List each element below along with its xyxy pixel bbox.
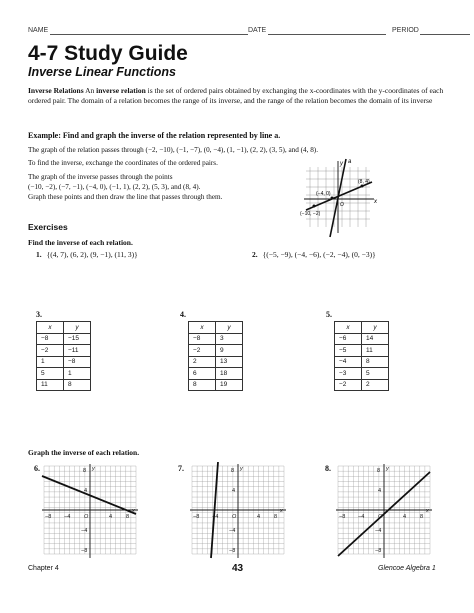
table-row: 2 13 [189,356,243,368]
example-line-3c: Graph these points and then draw the line that passes through them. [28,193,223,201]
table-row: −2 −11 [37,345,91,357]
tick-label-y4: 4 [84,488,88,494]
tick-label-yneg8: −8 [229,548,236,554]
tick-label-y4: 4 [232,488,236,494]
question-1-text: {(4, 7), (6, 2), (9, −1), (11, 3)} [46,250,138,259]
example-graph [300,155,380,240]
table-5-x-header: x [335,322,362,334]
example-line-1: The graph of the relation passes through (−2, −10), (−1, −7), (0, −4), (1, −1), (2, 2), (3, 5), and (4, 8). [28,146,318,154]
intro-paragraph [28,86,452,106]
tick-label-y8: 8 [377,468,381,474]
graph-6 [40,462,140,560]
example-a-label: a [348,159,352,165]
graph-7-number: 7. [178,464,184,473]
table-4 [188,321,243,391]
example-line-3b: (−10, −2), (−7, −1), (−4, 0), (−1, 1), (2, 2), (5, 3), and (8, 4). [28,183,201,191]
date-label: DATE [248,27,267,34]
exercises-heading: Exercises [28,222,68,232]
example-p1-label: (8, 4) [358,179,370,185]
table-row: −3 5 [335,368,389,380]
tick-label-y8: 8 [83,468,87,474]
graph-inverse-heading: Graph the inverse of each relation. [28,448,140,457]
graph-8-number: 8. [325,464,331,473]
tick-label-neg8: −8 [193,514,200,520]
table-4-x-header: x [189,322,216,334]
find-inverse-heading: Find the inverse of each relation. [28,238,133,247]
example-line-2: To find the inverse, exchange the coordinates of the ordered pairs. [28,159,218,167]
x-axis-label: x [426,508,429,514]
x-axis-label: x [280,508,283,514]
question-1-number: 1. [36,250,42,259]
footer-chapter: Chapter 4 [28,565,59,572]
table-row: −4 8 [335,356,389,368]
intro-term-heading: Inverse Relations [28,86,84,95]
table-row: 6 18 [189,368,243,380]
example-p3-label: (−10, −2) [300,211,321,217]
example-origin-label: O [340,202,344,208]
example-y-label: y [340,161,343,167]
question-2 [252,250,376,259]
table-3 [36,321,91,391]
table-3-y-header: y [64,322,91,334]
tick-label-yneg4: −4 [375,528,382,534]
table-4-number: 4. [180,310,186,319]
tick-label-yneg4: −4 [81,528,88,534]
table-row: 1 −8 [37,356,91,368]
tick-label-y4: 4 [378,488,382,494]
y-axis-label: y [92,466,95,472]
table-3-number: 3. [36,310,42,319]
date-line[interactable] [268,34,386,35]
table-3-x-header: x [37,322,64,334]
tick-label-yneg8: −8 [375,548,382,554]
tick-label-4: 4 [257,514,261,520]
tick-label-neg8: −8 [45,514,52,520]
y-axis-label: y [386,466,389,472]
intro-lead: An [83,86,97,95]
footer-publisher: Glencoe Algebra 1 [378,565,436,572]
point-neg10-neg2 [313,205,316,208]
example-title: Example: Find and graph the inverse of the relation represented by line a. [28,131,281,140]
tick-label-neg4: −4 [64,514,71,520]
x-axis-label: x [132,508,135,514]
table-4-y-header: y [216,322,243,334]
tick-label-8: 8 [420,514,424,520]
table-row: −5 11 [335,345,389,357]
tick-label-yneg4: −4 [229,528,236,534]
table-row: −2 9 [189,345,243,357]
example-p2-label: (−4, 0) [316,191,331,197]
origin-label: O [232,514,237,520]
graph-7 [188,462,288,560]
tick-label-8: 8 [274,514,278,520]
table-row: −8 −15 [37,333,91,345]
tick-label-4: 4 [109,514,113,520]
table-row: 5 1 [37,368,91,380]
graph-8 [334,462,434,560]
intro-text: is the set of ordered pairs obtained by exchanging the x-coordinates with the y-coordinates of each ordered pair. The domain of a relation becomes the range of its inverse, and the range of the relation becomes the domain of its inverse [28,86,444,105]
period-label: PERIOD [392,27,419,34]
table-5-y-header: y [362,322,389,334]
question-2-text: {(−5, −9), (−4, −6), (−2, −4), (0, −3)} [262,250,376,259]
origin-label: O [84,514,89,520]
tick-label-neg4: −4 [358,514,365,520]
table-row: 11 8 [37,379,91,391]
table-row: −8 3 [189,333,243,345]
origin-label: O [378,514,383,520]
question-2-number: 2. [252,250,258,259]
point-neg4-0 [331,197,334,200]
table-row: −2 2 [335,379,389,391]
page-subtitle: Inverse Linear Functions [28,65,176,79]
footer-page-number: 43 [232,563,244,574]
tick-label-4: 4 [403,514,407,520]
name-label: NAME [28,27,49,34]
table-5 [334,321,389,391]
question-1 [36,250,138,259]
tick-label-yneg8: −8 [81,548,88,554]
intro-bold-term: inverse relation [96,86,146,95]
table-row: −6 14 [335,333,389,345]
name-line[interactable] [50,34,248,35]
table-3-block [36,310,91,391]
tick-label-8: 8 [126,514,130,520]
graph-6-number: 6. [34,464,40,473]
example-line-3a: The graph of the inverse passes through the points [28,173,173,181]
period-line[interactable] [420,34,470,35]
table-4-block [180,310,243,391]
example-x-label: x [374,199,377,205]
table-5-block [326,310,389,391]
table-5-number: 5. [326,310,332,319]
tick-label-neg8: −8 [339,514,346,520]
page-title: 4-7 Study Guide [28,42,188,65]
tick-label-neg4: −4 [212,514,219,520]
table-row: 8 19 [189,379,243,391]
tick-label-y8: 8 [231,468,235,474]
y-axis-label: y [240,466,243,472]
